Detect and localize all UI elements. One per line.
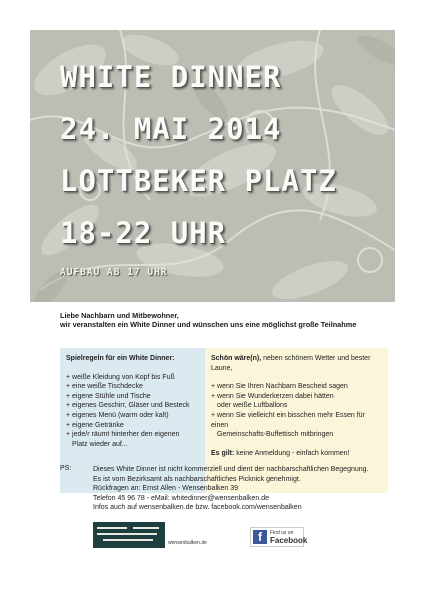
rule-item: + eigenes Menü (warm oder kalt) (66, 411, 169, 419)
rules-list (66, 373, 199, 450)
ps-label: PS: (60, 465, 72, 472)
wishes-list (211, 382, 382, 440)
rule-item: + weiße Kleidung von Kopf bis Fuß (66, 373, 175, 381)
setup-time: AUFBAU AB 17 UHR (60, 267, 168, 278)
intro-text (60, 311, 380, 329)
hero-image (30, 30, 395, 302)
rule-item: + eigene Getränke (66, 421, 124, 429)
ps-text (93, 465, 393, 513)
rule-item: + eigene Stühle und Tische (66, 392, 151, 400)
rule-item: + eigenes Geschirr, Gläser und Besteck (66, 402, 190, 410)
rule-item: Platz wieder auf... (72, 440, 128, 448)
title-line-1: WHITE DINNER (60, 60, 282, 94)
facebook-badge[interactable] (250, 527, 308, 547)
title-line-3: LOTTBEKER PLATZ (60, 164, 337, 198)
facebook-icon: f (253, 530, 267, 544)
ps-line: Telefon 45 96 78 - eMail: whitedinner@wensenbalken.de (93, 494, 269, 502)
intro-line-1: Liebe Nachbarn und Mitbewohner, (60, 311, 179, 320)
wish-item: + wenn Sie vielleicht ein bisschen mehr Essen für einen (211, 411, 365, 429)
rule-item: + eine weiße Tischdecke (66, 383, 143, 391)
title-line-2: 24. MAI 2014 (60, 112, 282, 146)
ps-line: Infos auch auf wensenbalken.de bzw. facebook.com/wensenbalken (93, 504, 302, 512)
rule-item: + jede/r räumt hinterher den eigenen (66, 431, 180, 439)
rules-heading: Spielregeln für ein White Dinner: (66, 355, 175, 362)
ps-line: Dieses White Dinner ist nicht kommerziell und dient der nachbarschaftlichen Begegnung. (93, 466, 369, 473)
wish-item: oder weiße Luftballons (217, 402, 288, 410)
facebook-label: Facebook (270, 536, 308, 545)
wishes-heading: Schön wäre(n), neben schönem Wetter und bester Laune, (211, 355, 371, 372)
ps-line: Es ist vom Bezirksamt als nachbarschaftliches Picknick genehmigt. (93, 475, 301, 483)
intro-line-2: wir veranstalten ein White Dinner und wünschen uns eine möglichst große Teilnahme (60, 320, 357, 329)
wish-item: + wenn Sie Wunderkerzen dabei hätten (211, 392, 334, 400)
title-line-4: 18-22 UHR (60, 216, 227, 250)
facebook-small-text: Find us on (270, 530, 294, 536)
wish-item: Gemeinschafts-Buffettisch mitbringen (217, 431, 334, 439)
logo-url: wensenbalken.de (168, 540, 207, 546)
ps-line: Rückfragen an: Ernst Allen - Wensenbalken 39 (93, 485, 239, 493)
wishes-footer: Es gilt: keine Anmeldung - einfach kommen! (211, 449, 350, 457)
wish-item: + wenn Sie Ihren Nachbarn Bescheid sagen (211, 383, 348, 391)
wensenbalken-logo (93, 522, 165, 548)
